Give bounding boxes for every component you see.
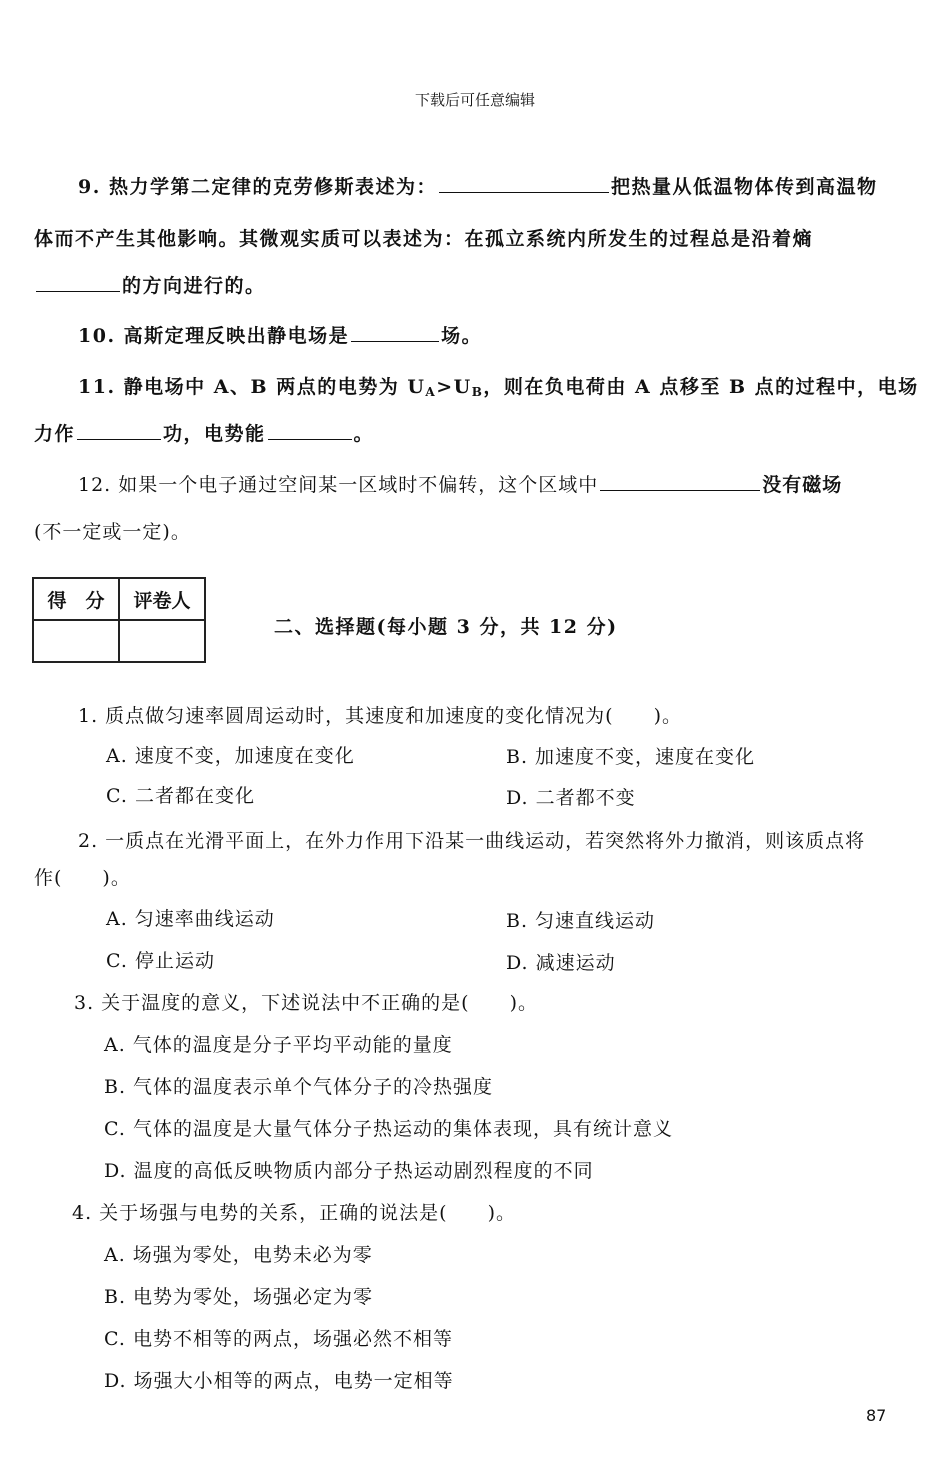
q11-subscript-b: B xyxy=(471,385,484,399)
mc-q3-option-c: C. 气体的温度是大量气体分子热运动的集体表现，具有统计意义 xyxy=(104,1118,673,1140)
question-11-line-2 xyxy=(34,419,374,446)
q11-text-d: 功，电势能 xyxy=(163,423,266,445)
question-9-line-3 xyxy=(34,271,266,298)
question-10 xyxy=(78,321,482,348)
answer-blank[interactable] xyxy=(36,273,120,292)
q10-text-a: 10. 高斯定理反映出静电场是 xyxy=(78,325,350,347)
mc-q2-option-b: B. 匀速直线运动 xyxy=(506,910,656,932)
mc-q4-option-d: D. 场强大小相等的两点，电势一定相等 xyxy=(104,1370,454,1392)
q12-text-b: 没有磁场 xyxy=(762,474,843,496)
mc-q4-option-b: B. 电势为零处，场强必定为零 xyxy=(104,1286,374,1308)
mc-q3-option-a: A. 气体的温度是分子平均平动能的量度 xyxy=(104,1034,453,1056)
q9-text-a: 9. 热力学第二定律的克劳修斯表述为： xyxy=(78,176,437,198)
mc-q2-option-c: C. 停止运动 xyxy=(106,950,215,972)
mc-q1-option-c: C. 二者都在变化 xyxy=(106,785,255,807)
mc-question-4-stem: 4. 关于场强与电势的关系，正确的说法是( )。 xyxy=(72,1202,516,1224)
mc-q1-option-a: A. 速度不变，加速度在变化 xyxy=(106,745,355,767)
q11-subscript-a: A xyxy=(425,385,437,399)
answer-blank[interactable] xyxy=(77,421,161,440)
page-number: 87 xyxy=(866,1406,887,1425)
q9-text-c: 的方向进行的。 xyxy=(122,275,266,297)
score-table xyxy=(32,577,206,663)
score-header: 得 分 xyxy=(33,578,119,620)
mc-question-2-stem-2: 作( )。 xyxy=(34,867,131,889)
mc-question-2-stem: 2. 一质点在光滑平面上，在外力作用下沿某一曲线运动，若突然将外力撤消，则该质点将 xyxy=(78,830,866,852)
q11-text-e: 。 xyxy=(353,423,375,445)
answer-blank[interactable] xyxy=(600,472,760,491)
q11-text-b: ，则在负电荷由 A 点移至 B 点的过程中，电场 xyxy=(483,376,919,398)
mc-q4-option-c: C. 电势不相等的两点，场强必然不相等 xyxy=(104,1328,453,1350)
section-2-title: 二、选择题(每小题 3 分，共 12 分) xyxy=(274,616,618,638)
q11-text-c: 力作 xyxy=(34,423,76,445)
answer-blank[interactable] xyxy=(268,421,352,440)
question-11-line-1 xyxy=(78,372,919,399)
answer-blank[interactable] xyxy=(439,174,609,193)
mc-q1-option-d: D. 二者都不变 xyxy=(506,787,636,809)
question-12-line-1 xyxy=(78,470,842,497)
grader-header: 评卷人 xyxy=(119,578,205,620)
question-9-line-2: 体而不产生其他影响。其微观实质可以表述为：在孤立系统内所发生的过程总是沿着熵 xyxy=(34,228,814,250)
score-cell[interactable] xyxy=(33,620,119,662)
grader-cell[interactable] xyxy=(119,620,205,662)
question-12-line-2: (不一定或一定)。 xyxy=(34,521,191,543)
mc-q2-option-d: D. 减速运动 xyxy=(506,952,616,974)
q11-text-gt: >U xyxy=(436,376,472,398)
mc-question-3-stem: 3. 关于温度的意义，下述说法中不正确的是( )。 xyxy=(74,992,538,1014)
mc-q3-option-d: D. 温度的高低反映物质内部分子热运动剧烈程度的不同 xyxy=(104,1160,594,1182)
mc-q1-option-b: B. 加速度不变，速度在变化 xyxy=(506,746,756,768)
page-header: 下载后可任意编辑 xyxy=(414,91,535,109)
answer-blank[interactable] xyxy=(351,323,439,342)
question-9-line-1 xyxy=(78,172,877,199)
q12-text-a: 12. 如果一个电子通过空间某一区域时不偏转，这个区域中 xyxy=(78,474,599,496)
mc-q3-option-b: B. 气体的温度表示单个气体分子的冷热强度 xyxy=(104,1076,494,1098)
q11-text-a: 11. 静电场中 A、B 两点的电势为 U xyxy=(78,376,426,398)
mc-q2-option-a: A. 匀速率曲线运动 xyxy=(106,908,275,930)
q9-text-b: 把热量从低温物体传到高温物 xyxy=(610,176,878,198)
mc-q4-option-a: A. 场强为零处，电势未必为零 xyxy=(104,1244,373,1266)
q10-text-b: 场。 xyxy=(441,325,483,347)
mc-question-1-stem: 1. 质点做匀速率圆周运动时，其速度和加速度的变化情况为( )。 xyxy=(78,705,682,727)
